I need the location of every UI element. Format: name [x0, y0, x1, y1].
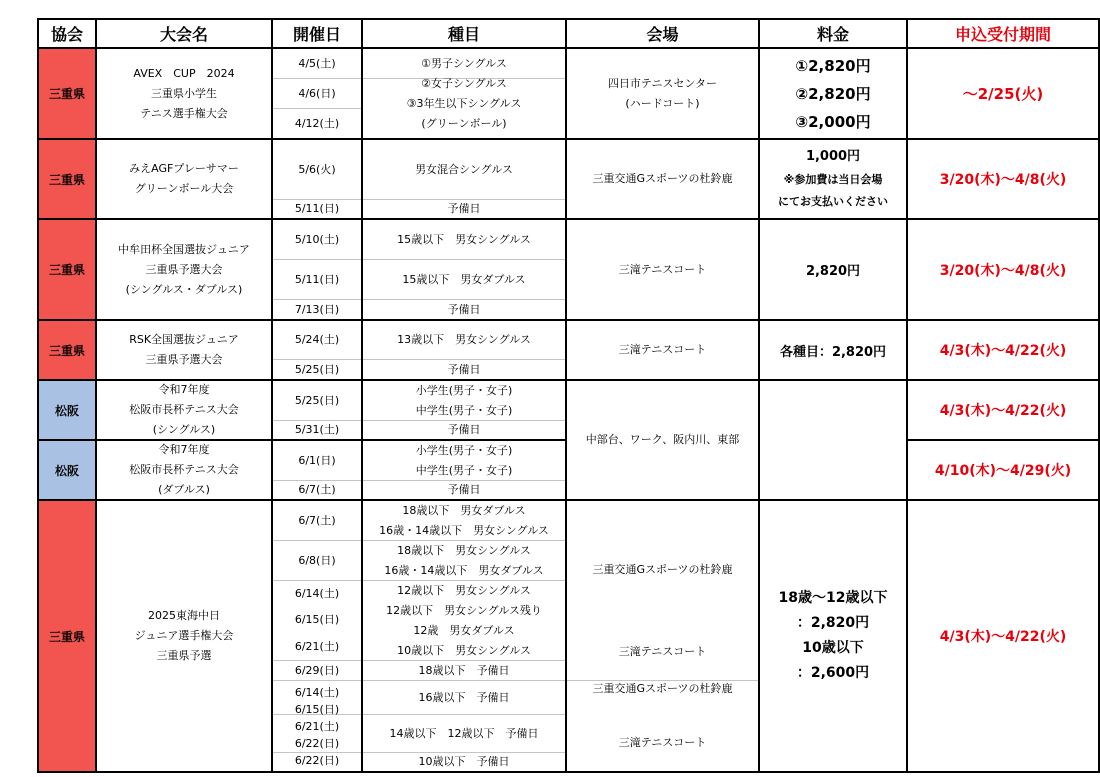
date-line: 6/14(土): [294, 685, 340, 699]
event-cell: 予備日: [447, 362, 481, 376]
event-line: 10歳以下 男女シングルス: [397, 643, 531, 657]
application-period: ～2/25(火): [962, 85, 1044, 103]
event-cell: [362, 49, 566, 138]
header-name: 大会名: [159, 24, 208, 44]
assoc-label: 三重県: [48, 87, 85, 101]
venue-cell: 三重交通Gスポーツの杜鈴鹿: [592, 682, 733, 695]
fee-line: 1,000円: [805, 149, 861, 164]
event-cell: 男女混合シングルス: [415, 162, 513, 176]
application-period: 3/20(木)～4/8(火): [939, 262, 1067, 279]
date-line: 6/15(日): [294, 702, 340, 716]
event-cell: 13歳以下 男女シングルス: [397, 333, 531, 346]
name-line: 2025東海中日: [148, 609, 220, 622]
date-cell: 5/11(日): [294, 272, 340, 286]
name-line: (シングルス・ダブルス): [125, 282, 243, 296]
venue-line: 四日市テニスセンター: [607, 76, 718, 90]
name-line: グリーンボール大会: [134, 182, 234, 195]
venue-cell: 三滝テニスコート: [618, 736, 707, 749]
date-cell: 5/6(火): [298, 162, 336, 176]
name-line: AVEX CUP 2024: [133, 66, 235, 80]
application-period: 4/3(木)～4/22(火): [939, 343, 1067, 359]
tournament-name: [96, 501, 272, 771]
date-cell: [272, 681, 362, 771]
fee-note: ※参加費は当日会場: [783, 173, 883, 186]
event-cell: [362, 381, 566, 420]
name-line: ジュニア選手権大会: [134, 629, 234, 642]
name-line: 中牟田杯全国選抜ジュニア: [118, 242, 250, 256]
venue-cell: 三重交通Gスポーツの杜鈴鹿: [592, 563, 733, 576]
table-border: [38, 771, 1100, 773]
event-line: 12歳 男女ダブルス: [413, 623, 515, 637]
date-line: 6/21(土): [294, 719, 340, 733]
header-period: 申込受付期間: [954, 24, 1051, 44]
name-line: 三重県予選大会: [145, 353, 223, 366]
fee-cell: [759, 140, 907, 218]
date-line: 6/22(日): [294, 736, 340, 750]
venue-cell: 中部台、ワーク、阪内川、東部: [585, 433, 740, 446]
application-period: 4/3(木)～4/22(火): [939, 403, 1067, 419]
name-line: (ダブルス): [158, 483, 210, 496]
date-cell: 5/24(土): [294, 333, 340, 346]
event-line: ①男子シングルス: [421, 56, 507, 70]
name-line: テニス選手権大会: [140, 106, 228, 120]
date-cell: 5/10(土): [294, 232, 340, 246]
venue-cell: 三重交通Gスポーツの杜鈴鹿: [592, 172, 733, 185]
date-cell: 6/7(土): [298, 513, 336, 527]
tournament-name: [96, 321, 272, 379]
name-line: 松阪市長杯テニス大会: [129, 403, 239, 416]
event-line: (グリーンボール): [421, 116, 507, 130]
name-line: (シングルス): [152, 423, 216, 436]
event-cell: 18歳以下 予備日: [418, 663, 510, 677]
name-line: 令和7年度: [158, 383, 210, 396]
tournament-name: [96, 381, 272, 439]
name-line: 三重県予選: [156, 649, 212, 662]
date-cell: 5/31(土): [294, 423, 340, 436]
event-cell: [362, 441, 566, 480]
event-line: ③3年生以下シングルス: [406, 96, 522, 110]
name-line: 三重県小学生: [151, 86, 217, 100]
assoc-label: 三重県: [48, 263, 85, 277]
application-period: 3/20(木)～4/8(火): [939, 172, 1067, 188]
date-cell: 5/25(日): [294, 362, 340, 376]
assoc-label: 三重県: [48, 172, 85, 187]
date-cell: 6/7(土): [298, 483, 336, 496]
date-cell: 5/11(日): [294, 202, 340, 215]
name-line: 令和7年度: [158, 443, 210, 456]
event-line: 中学生(男子・女子): [415, 403, 513, 417]
event-line: 12歳以下 男女シングルス: [397, 583, 531, 597]
date-line: 6/14(土): [294, 587, 340, 601]
name-line: みえAGFプレーサマー: [129, 162, 239, 175]
header-event: 種目: [447, 24, 480, 44]
event-line: 12歳以下 男女シングルス残り: [386, 603, 542, 617]
tournament-name: [96, 441, 272, 499]
tournament-name: [96, 220, 272, 319]
venue-cell: 三滝テニスコート: [618, 262, 707, 276]
assoc-label: 松阪: [54, 463, 79, 478]
date-line: 6/22(日): [294, 753, 340, 767]
assoc-label: 三重県: [48, 343, 85, 358]
date-cell: 6/8(日): [298, 553, 336, 567]
fee-line: 18歳～12歳以下: [778, 590, 888, 606]
assoc-label: 松阪: [54, 403, 79, 418]
date-line: 6/15(日): [294, 613, 340, 627]
date-cell: 7/13(日): [294, 302, 340, 316]
name-line: 松阪市長杯テニス大会: [129, 463, 239, 476]
event-line: 18歳以下 男女シングルス: [397, 543, 531, 557]
fee-line: ③2,000円: [795, 112, 871, 131]
event-cell: 16歳以下 予備日: [418, 690, 510, 704]
fee-line: ：2,600円: [796, 665, 870, 681]
fee-line: ①2,820円: [795, 56, 871, 75]
assoc-label: 三重県: [48, 629, 85, 644]
event-cell: 予備日: [447, 483, 481, 496]
venue-cell: [566, 49, 759, 138]
event-line: ②女子シングルス: [421, 76, 507, 90]
event-cell: 10歳以下 予備日: [418, 755, 510, 768]
fee-cell: [759, 501, 907, 771]
header-fee: 料金: [816, 24, 849, 44]
venue-cell: 三滝テニスコート: [618, 645, 707, 658]
event-line: 中学生(男子・女子): [415, 463, 513, 477]
fee-line: ②2,820円: [795, 84, 871, 103]
venue-line: (ハードコート): [625, 96, 700, 110]
event-cell: 予備日: [447, 202, 481, 215]
date-line: 6/21(土): [294, 639, 340, 653]
event-cell: [362, 581, 566, 660]
event-cell: [362, 541, 566, 580]
application-period: 4/3(木)～4/22(火): [939, 629, 1067, 645]
tournament-name: [96, 140, 272, 218]
event-line: 小学生(男子・女子): [415, 383, 513, 397]
header-venue: 会場: [646, 24, 679, 44]
event-cell: 15歳以下 男女ダブルス: [402, 272, 526, 286]
fee-line: 10歳以下: [802, 640, 864, 656]
venue-cell: 三滝テニスコート: [618, 343, 707, 356]
name-line: 三重県予選大会: [145, 262, 223, 276]
event-line: 16歳・14歳以下 男女シングルス: [379, 523, 549, 537]
event-cell: 予備日: [447, 423, 481, 436]
event-line: 16歳・14歳以下 男女ダブルス: [384, 563, 544, 577]
date-cell: 4/6(日): [298, 86, 336, 100]
event-line: 18歳以下 男女ダブルス: [402, 503, 526, 517]
fee-cell: [759, 49, 907, 138]
header-date: 開催日: [292, 24, 341, 44]
event-cell: 14歳以下 12歳以下 予備日: [389, 726, 539, 740]
event-line: 小学生(男子・女子): [415, 443, 513, 457]
date-cell: 6/1(日): [298, 453, 336, 467]
date-cell: 6/29(日): [294, 663, 340, 677]
event-cell: [362, 501, 566, 540]
tournament-name: [96, 49, 272, 138]
event-cell: 予備日: [447, 302, 481, 316]
name-line: RSK全国選抜ジュニア: [129, 333, 239, 346]
date-cell: [272, 581, 362, 660]
date-cell: 4/12(土): [294, 116, 340, 130]
fee-cell: 2,820円: [805, 264, 861, 279]
fee-note: にてお支払いください: [778, 195, 888, 208]
date-cell: 5/25(日): [294, 393, 340, 407]
fee-cell: 各種目：2,820円: [779, 344, 887, 360]
header-assoc: 協会: [50, 24, 83, 44]
fee-line: ：2,820円: [796, 615, 870, 631]
application-period: 4/10(木)～4/29(火): [934, 463, 1072, 479]
event-cell: 15歳以下 男女シングルス: [397, 232, 531, 246]
date-cell: 4/5(土): [298, 56, 336, 70]
